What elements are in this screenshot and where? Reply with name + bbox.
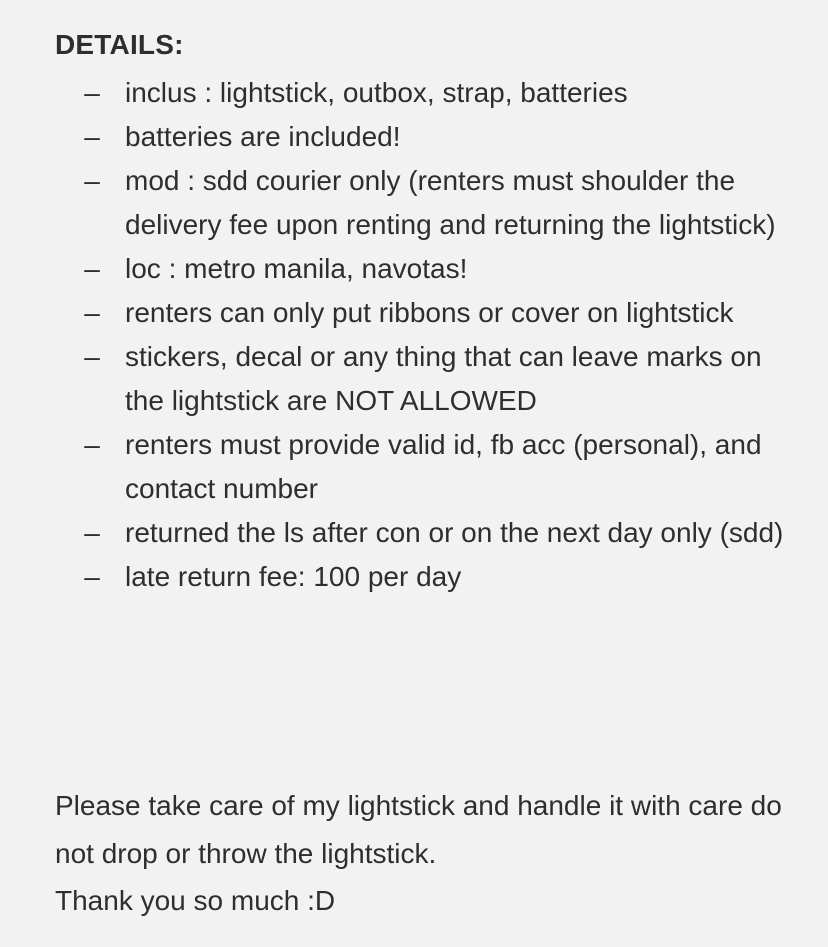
dash-bullet: – (84, 517, 100, 548)
dash-bullet: – (84, 429, 100, 460)
detail-text: stickers, decal or any thing that can leave marks on the lightstick are NOT ALLOWED (125, 341, 762, 416)
detail-text: late return fee: 100 per day (125, 561, 462, 592)
closing-note (55, 782, 795, 925)
dash-bullet: – (84, 561, 100, 592)
detail-item-requirements (0, 423, 828, 511)
detail-item-location (0, 247, 828, 291)
dash-bullet: – (84, 77, 100, 108)
dash-bullet: – (84, 121, 100, 152)
details-list (0, 71, 828, 599)
detail-text: renters must provide valid id, fb acc (personal), and contact number (125, 429, 762, 504)
detail-text: loc : metro manila, navotas! (125, 253, 468, 284)
detail-item-return (0, 511, 828, 555)
detail-item-late-fee (0, 555, 828, 599)
detail-item-stickers (0, 335, 828, 423)
detail-item-batteries (0, 115, 828, 159)
detail-text: returned the ls after con or on the next day only (sdd) (125, 517, 784, 548)
closing-request: Please take care of my lightstick and handle it with care do not drop or throw the lightstick. (55, 790, 782, 869)
detail-text: batteries are included! (125, 121, 401, 152)
detail-item-ribbons (0, 291, 828, 335)
dash-bullet: – (84, 253, 100, 284)
detail-item-inclusions (0, 71, 828, 115)
details-heading: DETAILS: (55, 29, 184, 60)
dash-bullet: – (84, 165, 100, 196)
detail-item-mode-of-delivery (0, 159, 828, 247)
closing-thanks: Thank you so much :D (55, 885, 336, 916)
dash-bullet: – (84, 297, 100, 328)
dash-bullet: – (84, 341, 100, 372)
detail-text: inclus : lightstick, outbox, strap, batteries (125, 77, 628, 108)
detail-text: mod : sdd courier only (renters must shoulder the delivery fee upon renting and returning the lightstick) (125, 165, 776, 240)
detail-text: renters can only put ribbons or cover on lightstick (125, 297, 734, 328)
